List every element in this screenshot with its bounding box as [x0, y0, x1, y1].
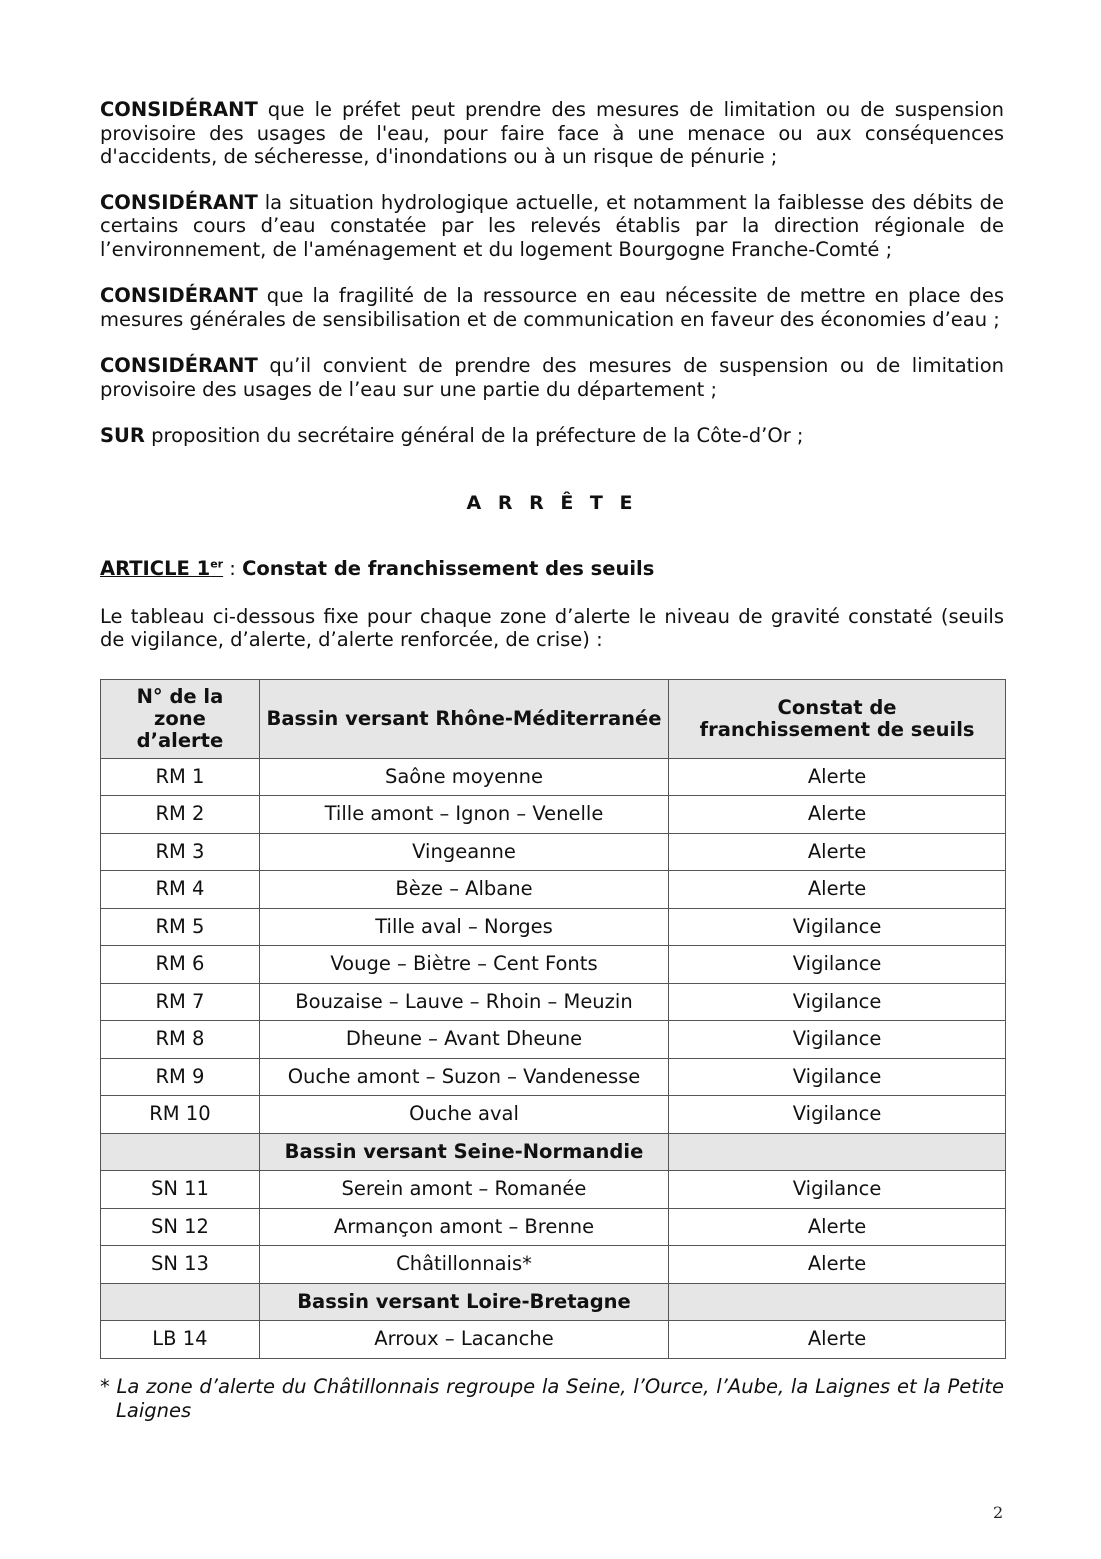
- article-label: [100, 557, 223, 580]
- sur-proposition-paragraph: [100, 424, 1004, 448]
- table-row: [101, 871, 1006, 909]
- section-empty-cell: [101, 1133, 260, 1171]
- table-body: [101, 758, 1006, 1358]
- basin-name-cell: Tille aval – Norges: [259, 908, 668, 946]
- section-title-cell: Bassin versant Seine-Normandie: [259, 1133, 668, 1171]
- table-footnote: * La zone d’alerte du Châtillonnais regroupe la Seine, l’Ource, l’Aube, la Laignes et la Petite Laignes: [100, 1374, 1004, 1422]
- table-intro-text: Le tableau ci-dessous fixe pour chaque zone d’alerte le niveau de gravité constaté (seuils de vigilance, d’alerte, d’alerte renforcée, de crise) :: [100, 604, 1004, 651]
- table-row: [101, 1021, 1006, 1059]
- basin-name-cell: Ouche amont – Suzon – Vandenesse: [259, 1058, 668, 1096]
- decree-title: A R R Ê T E: [466, 491, 638, 514]
- threshold-status-cell: Vigilance: [669, 908, 1006, 946]
- paragraph-lead: SUR: [100, 424, 145, 447]
- considerant-paragraph-1: [100, 98, 1004, 169]
- table-row: [101, 946, 1006, 984]
- threshold-status-cell: Alerte: [669, 1208, 1006, 1246]
- zone-number-cell: LB 14: [101, 1321, 260, 1359]
- zone-number-cell: SN 13: [101, 1246, 260, 1284]
- page-number: 2: [993, 1503, 1004, 1522]
- basin-name-cell: Bouzaise – Lauve – Rhoin – Meuzin: [259, 983, 668, 1021]
- paragraph-text: que la fragilité de la ressource en eau nécessite de mettre en place des mesures générales de sensibilisation et de communication en faveur des économies d’eau ;: [100, 284, 1004, 331]
- zone-number-cell: SN 12: [101, 1208, 260, 1246]
- paragraph-lead: CONSIDÉRANT: [100, 98, 258, 121]
- table-row: [101, 908, 1006, 946]
- article-separator: :: [223, 556, 243, 580]
- zone-number-cell: RM 1: [101, 758, 260, 796]
- article-heading: [100, 557, 1004, 581]
- section-empty-cell: [669, 1283, 1006, 1321]
- basin-name-cell: Arroux – Lacanche: [259, 1321, 668, 1359]
- basin-name-cell: Vouge – Biètre – Cent Fonts: [259, 946, 668, 984]
- basin-name-cell: Châtillonnais*: [259, 1246, 668, 1284]
- threshold-status-cell: Vigilance: [669, 946, 1006, 984]
- threshold-status-cell: Alerte: [669, 1321, 1006, 1359]
- table-row: [101, 1321, 1006, 1359]
- basin-name-cell: Armançon amont – Brenne: [259, 1208, 668, 1246]
- section-row-seine-normandie: [101, 1133, 1006, 1171]
- paragraph-text: proposition du secrétaire général de la préfecture de la Côte-d’Or ;: [144, 424, 804, 447]
- threshold-status-cell: Vigilance: [669, 1096, 1006, 1134]
- zone-number-cell: RM 8: [101, 1021, 260, 1059]
- paragraph-text: qu’il convient de prendre des mesures de suspension ou de limitation provisoire des usages de l’eau sur une partie du département ;: [100, 354, 1004, 401]
- zone-number-cell: RM 6: [101, 946, 260, 984]
- table-header-row: [101, 679, 1006, 758]
- threshold-status-cell: Vigilance: [669, 1058, 1006, 1096]
- table-row: [101, 1171, 1006, 1209]
- threshold-status-cell: Vigilance: [669, 1171, 1006, 1209]
- table-row: [101, 796, 1006, 834]
- zone-number-cell: RM 3: [101, 833, 260, 871]
- article-superscript: er: [210, 557, 224, 570]
- article-number: ARTICLE 1: [100, 556, 211, 580]
- paragraph-lead: CONSIDÉRANT: [100, 190, 258, 214]
- threshold-status-cell: Vigilance: [669, 983, 1006, 1021]
- zone-number-cell: RM 5: [101, 908, 260, 946]
- paragraph-lead: CONSIDÉRANT: [100, 354, 258, 377]
- threshold-status-cell: Vigilance: [669, 1021, 1006, 1059]
- threshold-status-cell: Alerte: [669, 796, 1006, 834]
- table-row: [101, 758, 1006, 796]
- threshold-status-cell: Alerte: [669, 1246, 1006, 1284]
- section-empty-cell: [101, 1283, 260, 1321]
- table-row: [101, 1058, 1006, 1096]
- header-zone-number: N° de la zone d’alerte: [101, 679, 260, 758]
- header-threshold: Constat de franchissement de seuils: [669, 679, 1006, 758]
- zone-number-cell: RM 10: [101, 1096, 260, 1134]
- basin-name-cell: Vingeanne: [259, 833, 668, 871]
- section-title-cell: Bassin versant Loire-Bretagne: [259, 1283, 668, 1321]
- section-row-loire-bretagne: [101, 1283, 1006, 1321]
- section-empty-cell: [669, 1133, 1006, 1171]
- table-row: [101, 1096, 1006, 1134]
- threshold-status-cell: Alerte: [669, 871, 1006, 909]
- zone-number-cell: SN 11: [101, 1171, 260, 1209]
- basin-name-cell: Bèze – Albane: [259, 871, 668, 909]
- basin-name-cell: Tille amont – Ignon – Venelle: [259, 796, 668, 834]
- article-title: Constat de franchissement des seuils: [242, 556, 655, 580]
- table-row: [101, 1246, 1006, 1284]
- zone-number-cell: RM 9: [101, 1058, 260, 1096]
- header-basin-rm: Bassin versant Rhône-Méditerranée: [259, 679, 668, 758]
- basin-name-cell: Ouche aval: [259, 1096, 668, 1134]
- threshold-status-cell: Alerte: [669, 833, 1006, 871]
- paragraph-lead: CONSIDÉRANT: [100, 284, 258, 307]
- zone-number-cell: RM 7: [101, 983, 260, 1021]
- alert-zones-table: [100, 679, 1006, 1359]
- zone-number-cell: RM 4: [101, 871, 260, 909]
- basin-name-cell: Dheune – Avant Dheune: [259, 1021, 668, 1059]
- table-row: [101, 833, 1006, 871]
- table-row: [101, 1208, 1006, 1246]
- paragraph-text: la situation hydrologique actuelle, et notamment la faiblesse des débits de certains cours d’eau constatée par les relevés établis par la direction régionale de l’environnement, de l'aménagement et du logement Bourgogne Franche-Comté ;: [100, 190, 1004, 261]
- document-page: [100, 98, 1004, 1423]
- zone-number-cell: RM 2: [101, 796, 260, 834]
- considerant-paragraph-4: [100, 354, 1004, 401]
- table-row: [101, 983, 1006, 1021]
- considerant-paragraph-2: [100, 191, 1004, 262]
- considerant-paragraph-3: [100, 284, 1004, 331]
- paragraph-text: que le préfet peut prendre des mesures de limitation ou de suspension provisoire des usages de l'eau, pour faire face à une menace ou aux conséquences d'accidents, de sécheresse, d'inondations ou à un risque de pénurie ;: [100, 98, 1004, 168]
- basin-name-cell: Serein amont – Romanée: [259, 1171, 668, 1209]
- threshold-status-cell: Alerte: [669, 758, 1006, 796]
- basin-name-cell: Saône moyenne: [259, 758, 668, 796]
